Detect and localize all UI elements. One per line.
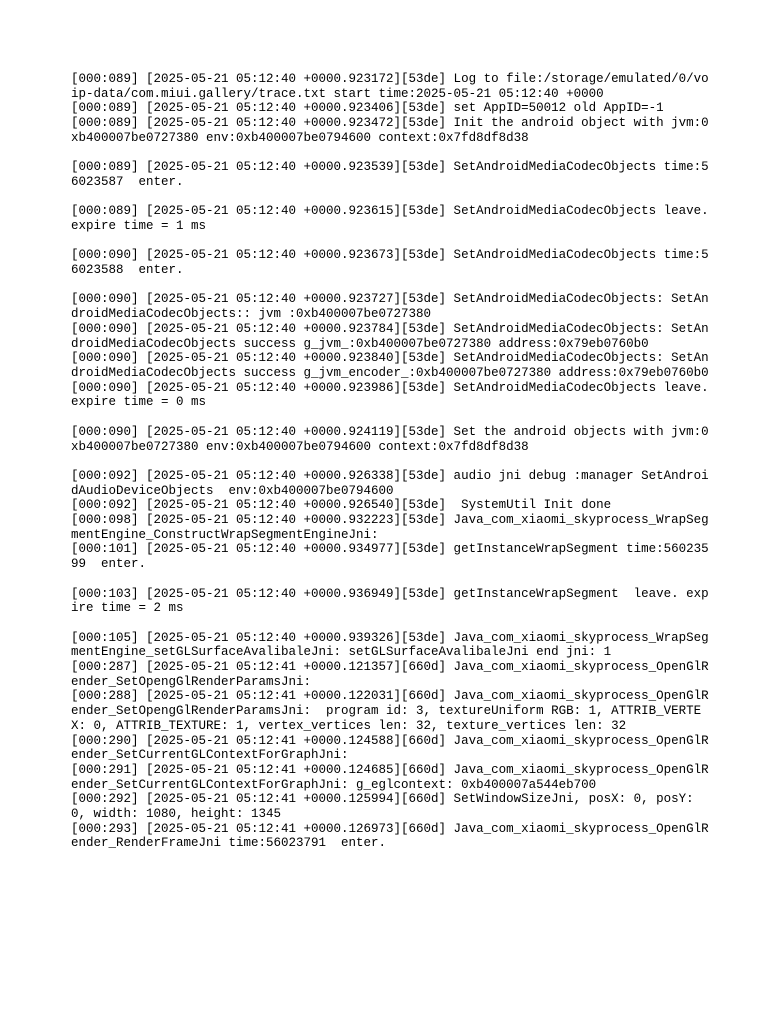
log-entry: [000:098] [2025-05-21 05:12:40 +0000.932223][53de] Java_com_xiaomi_skyprocess_WrapSegmentEngine_ConstructWrapSegmentEngineJni:: [71, 513, 709, 542]
blank-line: [71, 410, 711, 425]
log-entry: [000:105] [2025-05-21 05:12:40 +0000.939326][53de] Java_com_xiaomi_skyprocess_WrapSegmentEngine_setGLSurfaceAvalibaleJni: setGLSurfaceAvalibaleJni end jni: 1: [71, 630, 709, 660]
blank-line: [71, 278, 711, 293]
log-entry: [000:090] [2025-05-21 05:12:40 +0000.923727][53de] SetAndroidMediaCodecObjects: SetAndroidMediaCodecObjects:: jvm :0xb400007be0727380: [71, 292, 709, 322]
blank-line: [71, 572, 711, 587]
log-entry: [000:090] [2025-05-21 05:12:40 +0000.923784][53de] SetAndroidMediaCodecObjects: SetAndroidMediaCodecObjects success g_jvm_:0xb400007be0727380 address:0x79eb0760b0: [71, 321, 709, 351]
log-entry: [000:092] [2025-05-21 05:12:40 +0000.926338][53de] audio jni debug :manager SetAndroidAudioDeviceObjects env:0xb400007be0794600: [71, 468, 709, 498]
log-entry: [000:287] [2025-05-21 05:12:41 +0000.121357][660d] Java_com_xiaomi_skyprocess_OpenGlRender_SetOpengGlRenderParamsJni:: [71, 660, 709, 689]
log-entry: [000:090] [2025-05-21 05:12:40 +0000.923986][53de] SetAndroidMediaCodecObjects leave. expire time = 0 ms: [71, 380, 717, 410]
blank-line: [71, 190, 711, 205]
log-entry: [000:089] [2025-05-21 05:12:40 +0000.923406][53de] set AppID=50012 old AppID=-1: [71, 101, 664, 116]
log-entry: [000:089] [2025-05-21 05:12:40 +0000.923472][53de] Init the android object with jvm:0xb400007be0727380 env:0xb400007be0794600 context:0x7fd8df8d38: [71, 116, 709, 145]
log-entry: [000:089] [2025-05-21 05:12:40 +0000.923615][53de] SetAndroidMediaCodecObjects leave. expire time = 1 ms: [71, 204, 717, 233]
log-entry: [000:293] [2025-05-21 05:12:41 +0000.126973][660d] Java_com_xiaomi_skyprocess_OpenGlRender_RenderFrameJni time:56023791 enter.: [71, 821, 709, 851]
log-entry: [000:103] [2025-05-21 05:12:40 +0000.936949][53de] getInstanceWrapSegment leave. expire time = 2 ms: [71, 586, 709, 616]
blank-line: [71, 234, 711, 249]
log-entry: [000:101] [2025-05-21 05:12:40 +0000.934977][53de] getInstanceWrapSegment time:56023599 enter.: [71, 542, 709, 572]
log-entry: [000:090] [2025-05-21 05:12:40 +0000.923840][53de] SetAndroidMediaCodecObjects: SetAndroidMediaCodecObjects success g_jvm_encoder_:0xb400007be0727380 address:0x79eb0760b0: [71, 351, 709, 380]
log-entry: [000:090] [2025-05-21 05:12:40 +0000.923673][53de] SetAndroidMediaCodecObjects time:56023588 enter.: [71, 248, 709, 278]
blank-line: [71, 146, 711, 161]
log-entry: [000:089] [2025-05-21 05:12:40 +0000.923539][53de] SetAndroidMediaCodecObjects time:56023587 enter.: [71, 160, 709, 189]
blank-line: [71, 616, 711, 631]
log-entry: [000:291] [2025-05-21 05:12:41 +0000.124685][660d] Java_com_xiaomi_skyprocess_OpenGlRender_SetCurrentGLContextForGraphJni: g_eglcontext: 0xb400007a544eb700: [71, 762, 709, 792]
log-document: [71, 72, 717, 851]
log-entry: [000:089] [2025-05-21 05:12:40 +0000.923172][53de] Log to file:/storage/emulated/0/voip-data/com.miui.gallery/trace.txt start time:2025-05-21 05:12:40 +0000: [71, 72, 709, 101]
log-entry: [000:090] [2025-05-21 05:12:40 +0000.924119][53de] Set the android objects with jvm:0xb400007be0727380 env:0xb400007be0794600 context:0x7fd8df8d38: [71, 424, 709, 454]
blank-line: [71, 454, 711, 469]
log-entry: [000:290] [2025-05-21 05:12:41 +0000.124588][660d] Java_com_xiaomi_skyprocess_OpenGlRender_SetCurrentGLContextForGraphJni:: [71, 733, 709, 763]
log-entry: [000:292] [2025-05-21 05:12:41 +0000.125994][660d] SetWindowSizeJni, posX: 0, posY: 0, width: 1080, height: 1345: [71, 792, 702, 822]
log-entry: [000:288] [2025-05-21 05:12:41 +0000.122031][660d] Java_com_xiaomi_skyprocess_OpenGlRender_SetOpengGlRenderParamsJni: program id: 3, textureUniform RGB: 1, ATTRIB_VERTEX: 0, ATTRIB_TEXTURE: 1, vertex_vertices len: 32, texture_vertices len: 32: [71, 689, 709, 733]
log-entry: [000:092] [2025-05-21 05:12:40 +0000.926540][53de] SystemUtil Init done: [71, 498, 612, 513]
